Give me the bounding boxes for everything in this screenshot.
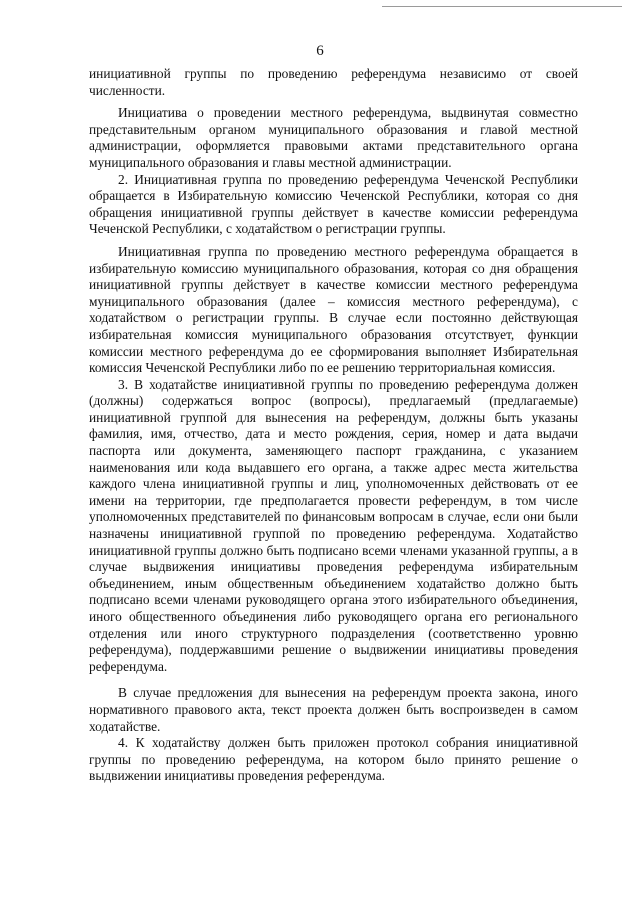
paragraph-local-referendum-group: Инициативная группа по проведению местного референдума обращается в избирательную комиссию муниципального образования, которая со дня обращения инициативной группы действует в качестве комиссии местного референдума муниципального образования (далее – комиссия местного референдума), с ходатайством о регистрации группы. В случае если постоянно действующая избирательная комиссия муниципального образования отсутствует, функции комиссии местного референдума до ее сформирования выполняет Избирательная комиссия Чеченской Республики либо по ее решению территориальная комиссия.: [89, 243, 578, 376]
paragraph-continuation: инициативной группы по проведению референдума независимо от своей численности.: [89, 66, 578, 98]
paragraph-item-2: 2. Инициативная группа по проведению референдума Чеченской Республики обращается в Избирательную комиссию Чеченской Республики, которая со дня обращения инициативной группы действует в качестве комиссии референдума Чеченской Республики, с ходатайством о регистрации группы.: [89, 171, 578, 237]
paragraph-joint-initiative: Инициатива о проведении местного референдума, выдвинутая совместно представительным органом муниципального образования и главой местной администрации, оформляется правовыми актами представительного органа муниципального образования и главы местной администрации.: [89, 105, 578, 170]
paragraph-item-3: 3. В ходатайстве инициативной группы по проведению референдума должен (должны) содержаться вопрос (вопросы), предлагаемый (предлагаемые) инициативной группой для вынесения на референдум, должны быть указаны фамилия, имя, отчество, дата и место рождения, серия, номер и дата выдачи паспорта или документа, заменяющего паспорт гражданина, с указанием наименования или кода выдавшего его органа, а также адрес места жительства каждого члена инициативной группы и лиц, уполномоченных действовать от ее имени на территории, где предполагается провести референдум, в том числе уполномоченных представителей по финансовым вопросам в случае, если они были назначены инициативной группой по проведению референдума. Ходатайство инициативной группы должно быть подписано всеми членами указанной группы, а в случае выдвижения инициативы проведения референдума избирательным объединением, иным общественным объединением ходатайство должно быть подписано всеми членами руководящего органа этого избирательного объединения, иного общественного объединения либо руководящего органа его регионального отделения или иного структурного подразделения (соответственно уровню референдума), поддержавшими решение о выдвижении инициативы проведения референдума.: [89, 376, 578, 674]
paragraph-draft-law: В случае предложения для вынесения на референдум проекта закона, иного нормативного правового акта, текст проекта должен быть воспроизведен в самом ходатайстве.: [89, 685, 578, 734]
paragraph-item-4: 4. К ходатайству должен быть приложен протокол собрания инициативной группы по проведению референдума, на котором было принято решение о выдвижении инициативы проведения референдума.: [89, 735, 578, 784]
top-rule: [382, 6, 622, 7]
document-body: [89, 66, 578, 785]
page-number: 6: [316, 43, 324, 59]
